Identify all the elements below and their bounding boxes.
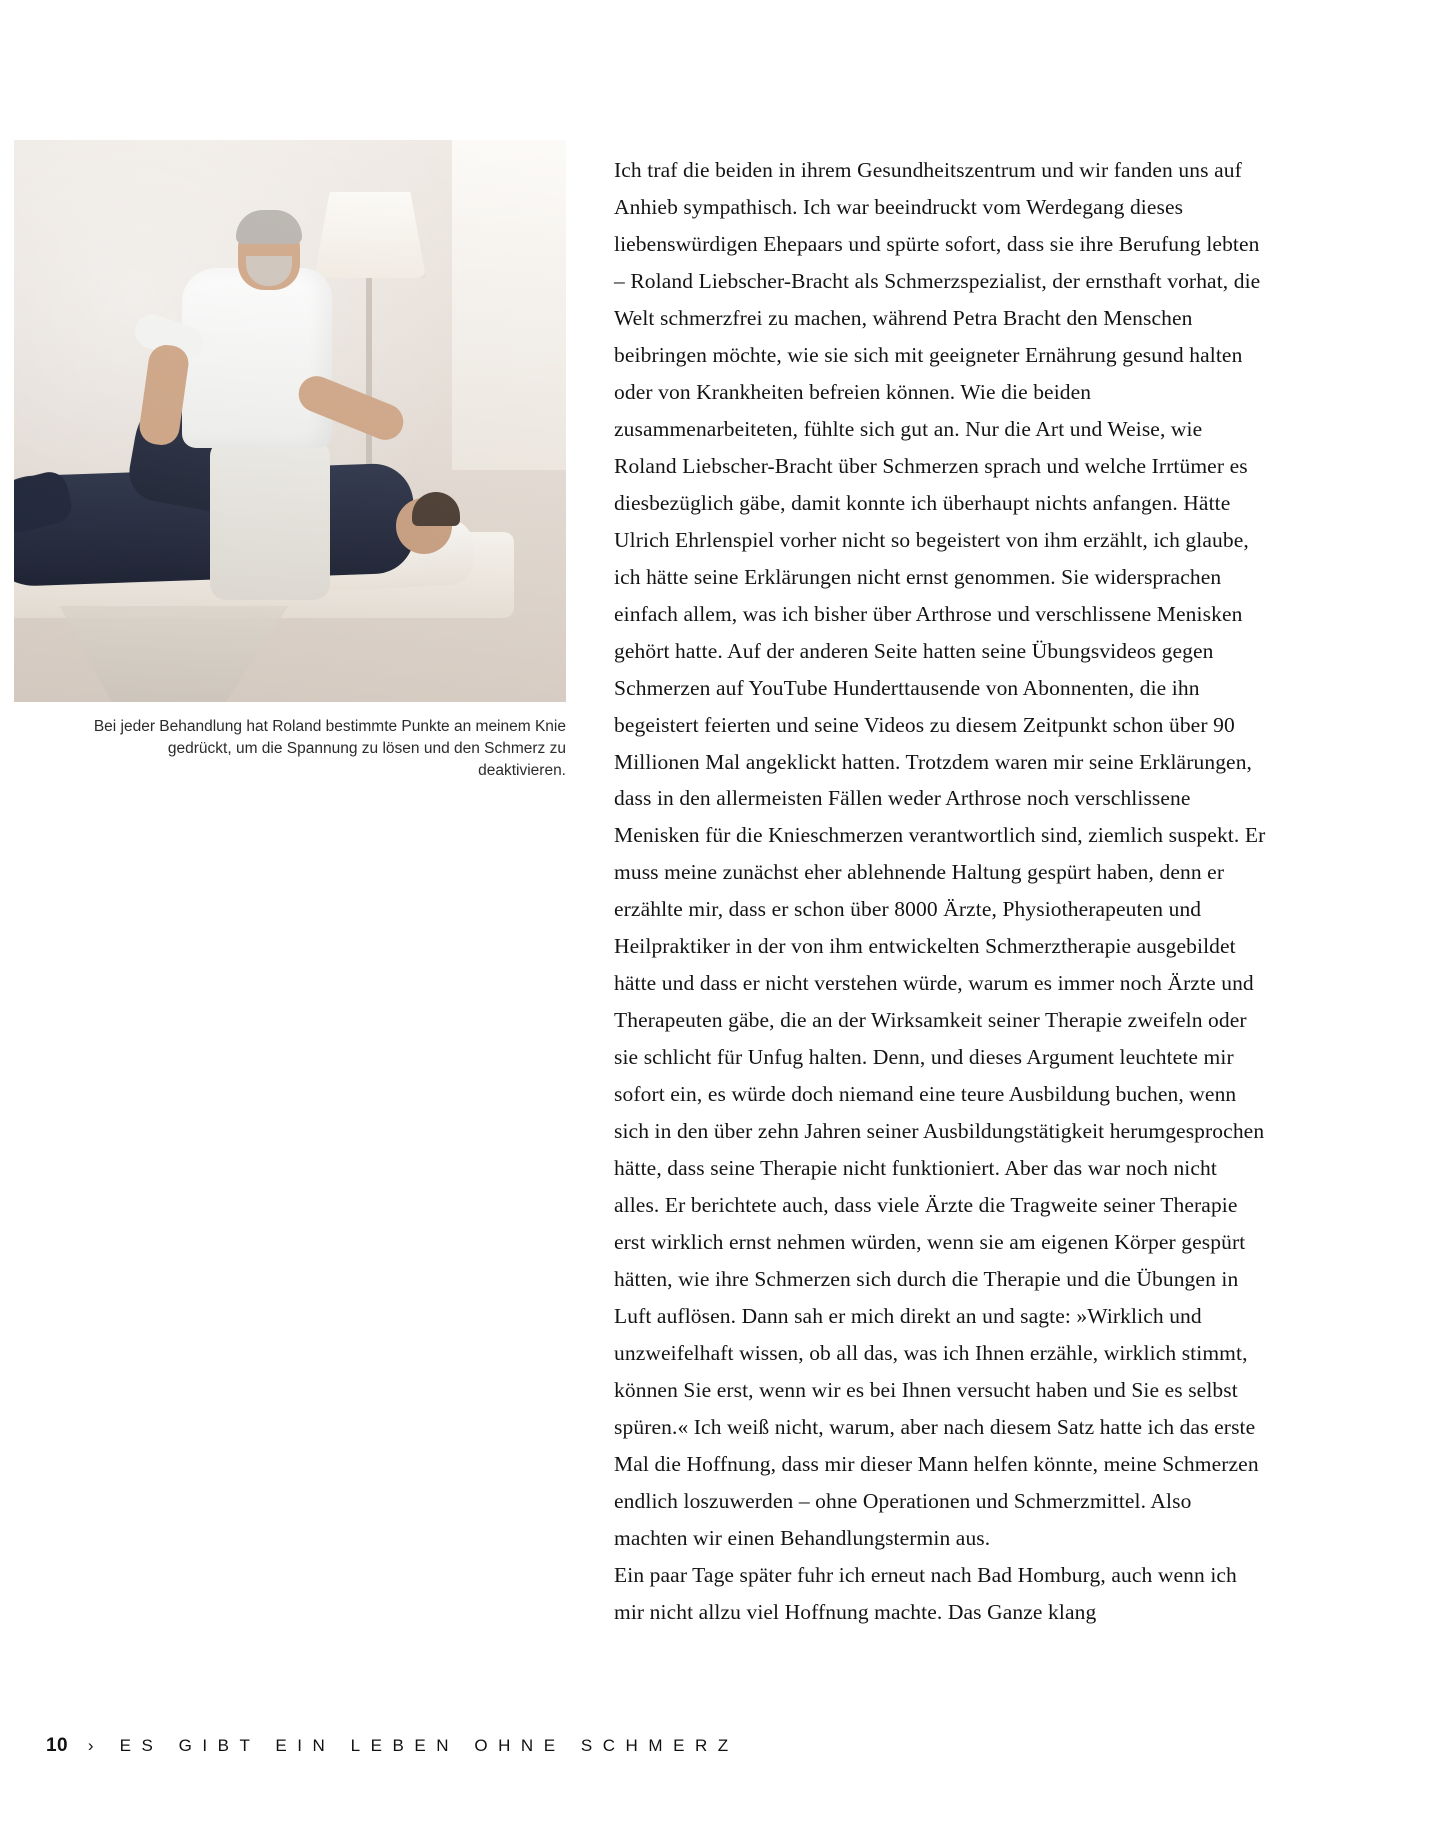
page-footer	[46, 1735, 739, 1757]
paragraph: Ein paar Tage später fuhr ich erneut nach Bad Homburg, auch wenn ich mir nicht allzu viel Hoffnung machte. Das Ganze klang	[614, 1562, 1237, 1624]
figure-caption: Bei jeder Behandlung hat Roland bestimmte Punkte an meinem Knie gedrückt, um die Spannung zu lösen und den Schmerz zu deaktivieren.	[93, 718, 566, 779]
body-text-column	[614, 152, 1266, 1631]
figure-block	[14, 140, 566, 782]
footer-separator-icon: ›	[87, 1736, 94, 1755]
photo-overlay-gradient	[14, 140, 566, 702]
paragraph: Ich traf die beiden in ihrem Gesundheitszentrum und wir fanden uns auf Anhieb sympathisch. Ich war beeindruckt vom Werdegang dieses liebenswürdigen Ehepaars und spürte sofort, dass sie ihre Berufung lebten – Roland Liebscher-Bracht als Schmerzspezialist, der ernsthaft vorhat, die Welt schmerzfrei zu machen, während Petra Bracht den Menschen beibringen möchte, wie sie sich mit geeigneter Ernährung gesund halten oder von Krankheiten befreien können. Wie die beiden zusammenarbeiteten, fühlte sich gut an. Nur die Art und Weise, wie Roland Liebscher-Bracht über Schmerzen sprach und welche Irrtümer es diesbezüglich gäbe, damit konnte ich überhaupt nichts anfangen. Hätte Ulrich Ehrlenspiel vorher nicht so begeistert von ihm erzählt, ich glaube, ich hätte seine Erklärungen nicht ernst genommen. Sie widersprachen einfach allem, was ich bisher über Arthrose und verschlissene Menisken gehört hatte. Auf der anderen Seite hatten seine Übungsvideos gegen Schmerzen auf YouTube Hunderttausende von Abonnenten, die ihn begeistert feierten und seine Videos zu diesem Zeitpunkt schon über 90 Millionen Mal angeklickt hatten. Trotzdem waren mir seine Erklärungen, dass in den allermeisten Fällen weder Arthrose noch verschlissene Menisken für die Knieschmerzen verantwortlich sind, ziemlich suspekt. Er muss meine zunächst eher ablehnende Haltung gespürt haben, denn er erzählte mir, dass er schon über 8000 Ärzte, Physiotherapeuten und Heilpraktiker in der von ihm entwickelten Schmerztherapie ausgebildet hätte und dass er nicht verstehen würde, warum es immer noch Ärzte und Therapeuten gäbe, die an der Wirksamkeit seiner Therapie zweifeln oder sie schlicht für Unfug halten. Denn, und dieses Argument leuchtete mir sofort ein, es würde doch niemand eine teure Ausbildung buchen, wenn sich in den über zehn Jahren seiner Ausbildungstätigkeit herumgesprochen hätte, dass seine Therapie nicht funktioniert. Aber das war noch nicht alles. Er berichtete auch, dass viele Ärzte die Tragweite seiner Therapie erst wirklich ernst nehmen würden, wenn sie am eigenen Körper gespürt hätten, wie ihre Schmerzen sich durch die Therapie und die Übungen in Luft auflösen. Dann sah er mich direkt an und sagte: »Wirklich und unzweifelhaft wissen, ob all das, was ich Ihnen erzähle, wirklich stimmt, können Sie erst, wenn wir es bei Ihnen versucht haben und Sie es selbst spüren.« Ich weiß nicht, warum, aber nach diesem Satz hatte ich das erste Mal die Hoffnung, dass mir dieser Mann helfen könnte, meine Schmerzen endlich loszuwerden – ohne Operationen und Schmerzmittel. Also machten wir einen Behandlungstermin aus.	[614, 158, 1266, 1550]
page-number: 10	[46, 1735, 68, 1756]
photo-therapist-treating-patient-knee	[14, 140, 566, 702]
body-text	[614, 152, 1266, 1631]
running-head: ES GIBT EIN LEBEN OHNE SCHMERZ	[119, 1736, 739, 1755]
